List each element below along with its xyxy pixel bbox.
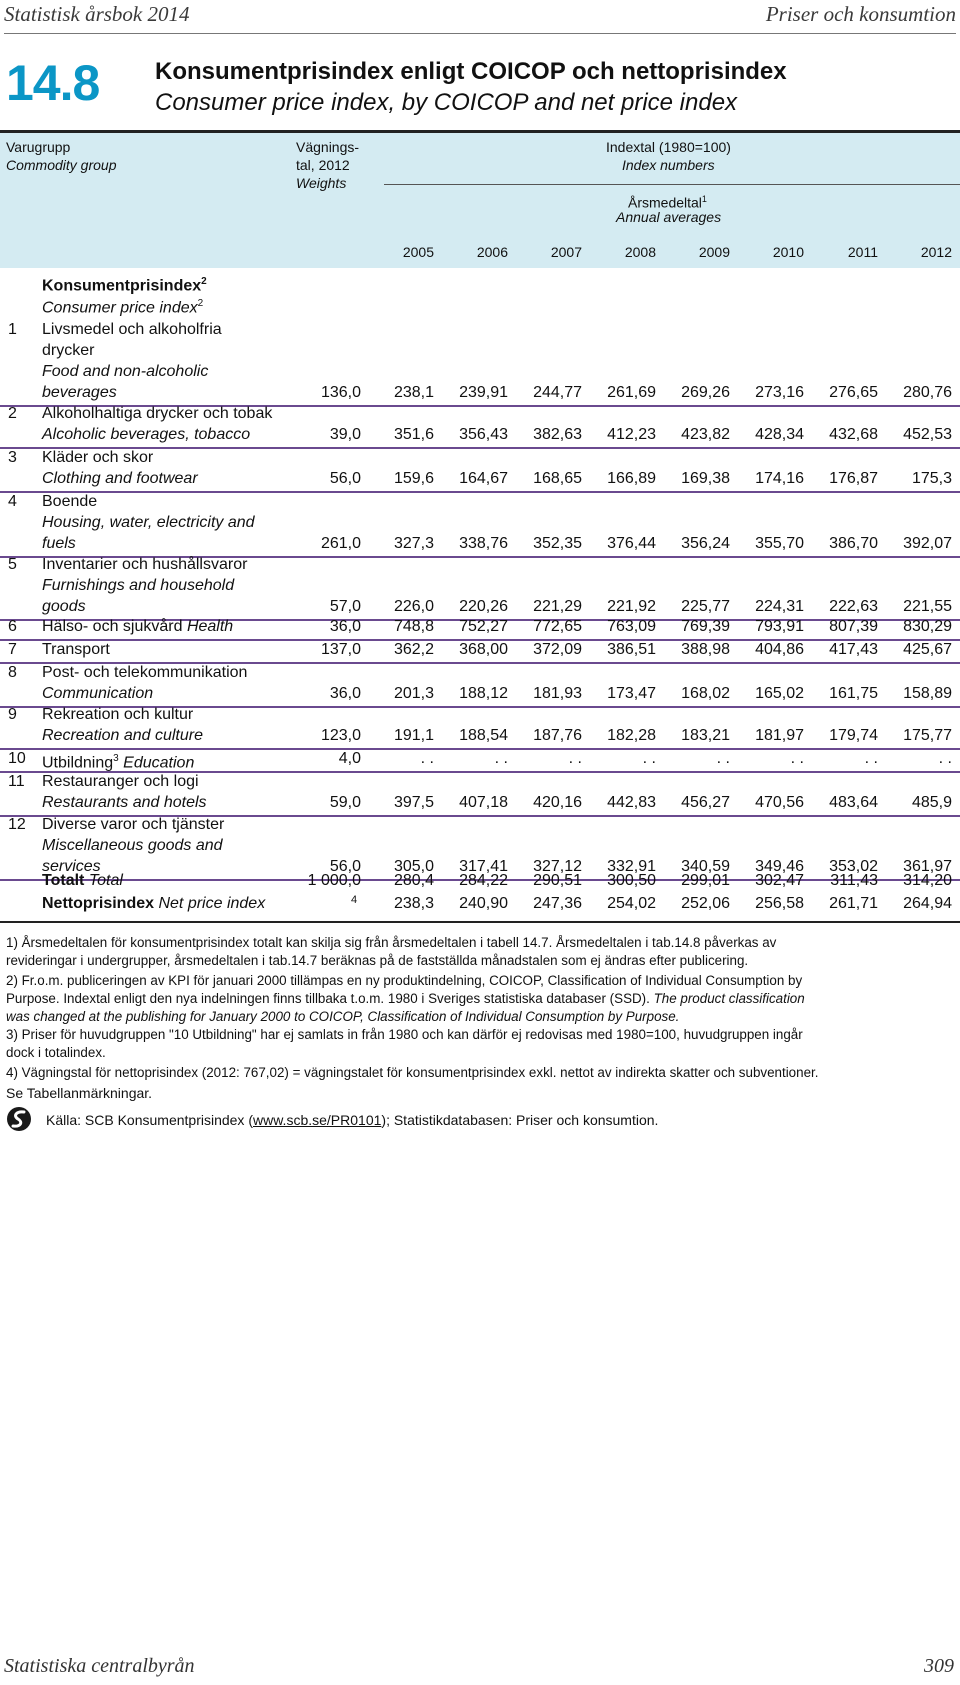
table-top-rule	[0, 130, 960, 133]
row-value-2010: . .	[790, 750, 804, 767]
row-value-2012: 392,07	[903, 535, 952, 552]
source-link[interactable]: www.scb.se/PR0101	[253, 1112, 382, 1128]
row-value-2006: 188,12	[459, 685, 508, 702]
row-value-2005: 327,3	[393, 535, 434, 552]
row-value-2012: 175,3	[911, 470, 952, 487]
row-label-sv: Alkoholhaltiga drycker och tobak	[42, 405, 273, 422]
row-weight: 36,0	[329, 685, 361, 702]
section-title-en: Consumer price index$^2$	[42, 298, 204, 317]
row-value-2009: 423,82	[681, 426, 730, 443]
row-value-2011: 161,75	[829, 685, 878, 702]
chapter-title: Priser och konsumtion	[765, 2, 956, 26]
row-value-2012: 830,29	[903, 618, 952, 635]
year-header-2008: 2008	[624, 244, 656, 260]
row-value-2009: 269,26	[681, 384, 730, 401]
footnote-3a: 3) Priser för huvudgruppen "10 Utbildning" har ej samlats in från 1980 och kan därför ej redovisas med 1980=100, huvudgruppen ingår	[6, 1027, 803, 1042]
row-value-2009: 356,24	[681, 535, 730, 552]
row-value-2010: 355,70	[755, 535, 804, 552]
row-value-2012: 452,53	[903, 426, 952, 443]
row-label-en-cont: services	[42, 858, 101, 875]
row-value-2006: 188,54	[459, 727, 508, 744]
row-label-en: Recreation and culture	[42, 727, 203, 744]
row-value-2006: 752,27	[459, 618, 508, 635]
total-value-2008: 254,02	[607, 895, 656, 912]
row-value-2005: . .	[420, 750, 434, 767]
row-value-2012: 485,9	[911, 794, 952, 811]
row-label-en: Housing, water, electricity and	[42, 514, 255, 531]
row-number: 1	[8, 321, 17, 338]
row-value-2009: . .	[716, 750, 730, 767]
yearbook-title: Statistisk årsbok 2014	[4, 2, 190, 26]
row-value-2008: 412,23	[607, 426, 656, 443]
total-weight: 1 000,0	[307, 872, 361, 889]
total-value-2009: 252,06	[681, 895, 730, 912]
row-value-2007: 420,16	[533, 794, 582, 811]
row-label-sv: Kläder och skor	[42, 449, 154, 466]
row-label-sv: Transport	[42, 641, 110, 658]
total-value-2007: 247,36	[533, 895, 582, 912]
row-weight: 4,0	[338, 750, 361, 767]
row-value-2006: 407,18	[459, 794, 508, 811]
row-label-sv: Hälso- och sjukvård Health	[42, 618, 234, 635]
row-value-2011: 179,74	[829, 727, 878, 744]
row-number: 2	[8, 405, 17, 422]
row-number: 7	[8, 641, 17, 658]
row-value-2005: 201,3	[393, 685, 434, 702]
row-label-en-cont: goods	[42, 598, 86, 615]
header-divider	[4, 33, 956, 34]
row-label-en: Alcoholic beverages, tobacco	[42, 426, 251, 443]
row-label-sv: Rekreation och kultur	[42, 706, 194, 723]
row-value-2012: 175,77	[903, 727, 952, 744]
total-value-2006: 240,90	[459, 895, 508, 912]
page-number: 309	[924, 1655, 954, 1677]
total-value-2011: 311,43	[830, 872, 878, 889]
row-number: 6	[8, 618, 17, 635]
total-value-2010: 302,47	[755, 872, 804, 889]
row-value-2012: 425,67	[903, 641, 952, 658]
publisher-name: Statistiska centralbyrån	[4, 1655, 195, 1677]
row-value-2006: 356,43	[459, 426, 508, 443]
total-value-2008: 300,50	[607, 872, 656, 889]
footnote-2a: 2) Fr.o.m. publiceringen av KPI för januari 2000 tillämpas en ny produktindelning, COICOP, Classification of Individual Consumption by	[6, 973, 803, 988]
row-value-2008: 442,83	[607, 794, 656, 811]
row-value-2007: 327,12	[533, 858, 582, 875]
row-weight: 57,0	[329, 598, 361, 615]
row-value-2010: 793,91	[755, 618, 804, 635]
row-label-en: Communication	[42, 685, 154, 702]
col-group-sv: Varugrupp	[6, 139, 71, 155]
footnote-2b: Purpose. Indextal enligt den nya indelningen finns tillbaka t.o.m. 1980 i Sveriges statistiska databaser (SSD). The product classification	[6, 991, 805, 1006]
total-value-2010: 256,58	[755, 895, 804, 912]
row-value-2008: 332,91	[607, 858, 656, 875]
col-avg-en: Annual averages	[616, 209, 722, 225]
col-index-en: Index numbers	[622, 157, 715, 173]
row-value-2007: 168,65	[533, 470, 582, 487]
row-value-2011: 222,63	[829, 598, 878, 615]
row-number: 11	[8, 773, 25, 790]
row-value-2007: . .	[568, 750, 582, 767]
row-value-2007: 244,77	[533, 384, 582, 401]
row-value-2010: 224,31	[755, 598, 804, 615]
row-value-2005: 362,2	[393, 641, 434, 658]
row-value-2008: 261,69	[607, 384, 656, 401]
row-number: 5	[8, 556, 17, 573]
col-weight-sv1: Vägnings-	[296, 139, 360, 155]
row-value-2010: 349,46	[755, 858, 804, 875]
col-group-en: Commodity group	[6, 157, 117, 173]
row-number: 4	[8, 493, 17, 510]
row-value-2009: 225,77	[681, 598, 730, 615]
row-value-2010: 273,16	[755, 384, 804, 401]
row-value-2007: 382,63	[533, 426, 582, 443]
row-label-sv: Livsmedel och alkoholfria	[42, 321, 222, 338]
row-weight: 39,0	[329, 426, 361, 443]
row-value-2006: 164,67	[459, 470, 508, 487]
row-weight: 36,0	[329, 618, 361, 635]
row-value-2007: 372,09	[533, 641, 582, 658]
total-label: Nettoprisindex Net price index	[42, 895, 266, 912]
row-value-2012: 158,89	[903, 685, 952, 702]
row-value-2008: 173,47	[607, 685, 656, 702]
row-value-2007: 181,93	[533, 685, 582, 702]
row-weight: 123,0	[320, 727, 361, 744]
col-weight-en: Weights	[296, 175, 347, 191]
row-weight: 137,0	[320, 641, 361, 658]
row-value-2007: 352,35	[533, 535, 582, 552]
running-header	[4, 0, 956, 32]
row-value-2005: 191,1	[393, 727, 434, 744]
footnote-1b: revideringar i undergrupper, årsmedeltalen i tab.14.7 beräknas på de fastställda månadstalen som ej ändras efter publicering.	[6, 953, 749, 968]
year-header-2007: 2007	[550, 244, 582, 260]
total-weight-note: 4	[351, 894, 358, 906]
row-label-en: Restaurants and hotels	[42, 794, 207, 811]
table-title-swedish: Konsumentprisindex enligt COICOP och nettoprisindex	[155, 58, 787, 85]
total-value-2007: 290,51	[533, 872, 582, 889]
footnote-4: 4) Vägningstal för nettoprisindex (2012: 767,02) = vägningstalet för konsumentprisindex exkl. nettot av indirekta skatter och subventioner.	[6, 1065, 819, 1080]
row-label-en: Miscellaneous goods and	[42, 837, 223, 854]
row-value-2009: 456,27	[681, 794, 730, 811]
row-value-2008: 763,09	[607, 618, 656, 635]
total-value-2011: 261,71	[829, 895, 878, 912]
row-value-2008: 376,44	[607, 535, 656, 552]
row-label-sv: Utbildning$^3$ Education	[42, 753, 195, 772]
footnote-2c: was changed at the publishing for January 2000 to COICOP, Classification of Individual Consumption by Purpose.	[6, 1009, 680, 1024]
row-value-2007: 221,29	[533, 598, 582, 615]
row-weight: 261,0	[320, 535, 361, 552]
row-value-2010: 165,02	[755, 685, 804, 702]
row-value-2011: 432,68	[829, 426, 878, 443]
row-value-2010: 174,16	[755, 470, 804, 487]
row-value-2011: 386,70	[829, 535, 878, 552]
row-value-2010: 181,97	[755, 727, 804, 744]
row-label-en: Clothing and footwear	[42, 470, 198, 487]
year-header-2009: 2009	[698, 244, 730, 260]
row-value-2008: 182,28	[607, 727, 656, 744]
total-label: Totalt Total	[42, 872, 123, 889]
row-value-2009: 340,59	[681, 858, 730, 875]
row-label-sv: Inventarier och hushållsvaror	[42, 556, 248, 573]
row-label-en-cont: fuels	[42, 535, 76, 552]
row-value-2006: . .	[494, 750, 508, 767]
total-value-2009: 299,01	[681, 872, 730, 889]
row-value-2009: 769,39	[681, 618, 730, 635]
row-value-2006: 368,00	[459, 641, 508, 658]
row-value-2011: . .	[864, 750, 878, 767]
row-weight: 59,0	[329, 794, 361, 811]
row-value-2011: 807,39	[829, 618, 878, 635]
row-label-en-cont: beverages	[42, 384, 117, 401]
source-line: Källa: SCB Konsumentprisindex (www.scb.se/PR0101); Statistikdatabasen: Priser och konsumtion.	[46, 1112, 659, 1128]
row-value-2006: 220,26	[459, 598, 508, 615]
row-value-2009: 183,21	[681, 727, 730, 744]
total-value-2005: 280,4	[393, 872, 434, 889]
row-number: 10	[8, 750, 26, 767]
year-header-2005: 2005	[402, 244, 434, 260]
row-label-sv: Post- och telekommunikation	[42, 664, 248, 681]
col-index-sv: Indextal (1980=100)	[606, 139, 731, 155]
total-value-2012: 264,94	[903, 895, 952, 912]
row-weight: 56,0	[329, 858, 361, 875]
col-weight-sv2: tal, 2012	[296, 157, 350, 173]
row-value-2011: 276,65	[829, 384, 878, 401]
row-label-en: Food and non-alcoholic	[42, 363, 209, 380]
row-number: 3	[8, 449, 17, 466]
row-value-2009: 169,38	[681, 470, 730, 487]
row-value-2006: 239,91	[459, 384, 508, 401]
row-label-sv: Boende	[42, 493, 98, 510]
row-value-2009: 168,02	[681, 685, 730, 702]
row-value-2005: 226,0	[393, 598, 434, 615]
row-value-2005: 748,8	[393, 618, 434, 635]
row-divider	[0, 491, 960, 493]
row-value-2011: 176,87	[829, 470, 878, 487]
row-number: 9	[8, 706, 17, 723]
scb-logo-icon	[6, 1106, 32, 1132]
row-value-2011: 353,02	[829, 858, 878, 875]
footnote-3b: dock i totalindex.	[6, 1045, 106, 1060]
row-value-2005: 159,6	[393, 470, 434, 487]
row-weight: 136,0	[320, 384, 361, 401]
see-notes: Se Tabellanmärkningar.	[6, 1085, 153, 1101]
total-value-2012: 314,20	[903, 872, 952, 889]
table-bottom-rule	[0, 921, 960, 923]
row-value-2006: 317,41	[459, 858, 508, 875]
section-title-sv: Konsumentprisindex$^2$	[42, 276, 207, 295]
row-value-2012: 280,76	[903, 384, 952, 401]
row-value-2006: 338,76	[459, 535, 508, 552]
row-value-2010: 470,56	[755, 794, 804, 811]
row-value-2010: 404,86	[755, 641, 804, 658]
row-label-sv-cont: drycker	[42, 342, 95, 359]
total-value-2005: 238,3	[393, 895, 434, 912]
year-header-2006: 2006	[476, 244, 508, 260]
footnote-1a: 1) Årsmedeltalen för konsumentprisindex totalt kan skilja sig från årsmedeltalen i tabell 14.7. Årsmedeltalen i tab.14.8 påverkas av	[6, 935, 777, 950]
row-value-2008: . .	[642, 750, 656, 767]
row-value-2007: 187,76	[533, 727, 582, 744]
row-value-2012: 221,55	[903, 598, 952, 615]
row-label-en: Furnishings and household	[42, 577, 235, 594]
total-value-2006: 284,22	[459, 872, 508, 889]
row-number: 12	[8, 816, 26, 833]
row-value-2005: 351,6	[393, 426, 434, 443]
year-header-2012: 2012	[920, 244, 952, 260]
row-weight: 56,0	[329, 470, 361, 487]
year-header-2011: 2011	[847, 244, 878, 260]
row-value-2008: 221,92	[607, 598, 656, 615]
row-label-sv: Diverse varor och tjänster	[42, 816, 225, 833]
row-value-2007: 772,65	[533, 618, 582, 635]
table-title-english: Consumer price index, by COICOP and net price index	[155, 89, 738, 116]
row-number: 8	[8, 664, 17, 681]
header-sub-rule	[384, 184, 960, 185]
row-value-2011: 417,43	[829, 641, 878, 658]
row-value-2009: 388,98	[681, 641, 730, 658]
row-value-2005: 305,0	[393, 858, 434, 875]
row-value-2010: 428,34	[755, 426, 804, 443]
row-label-sv: Restauranger och logi	[42, 773, 199, 790]
row-value-2011: 483,64	[829, 794, 878, 811]
row-value-2005: 397,5	[393, 794, 434, 811]
row-value-2008: 166,89	[607, 470, 656, 487]
row-value-2005: 238,1	[393, 384, 434, 401]
row-value-2012: 361,97	[903, 858, 952, 875]
table-number: 14.8	[6, 55, 100, 111]
row-value-2012: . .	[938, 750, 952, 767]
row-value-2008: 386,51	[607, 641, 656, 658]
col-avg-sv: Årsmedeltal$^1$	[628, 194, 707, 211]
year-header-2010: 2010	[772, 244, 804, 260]
